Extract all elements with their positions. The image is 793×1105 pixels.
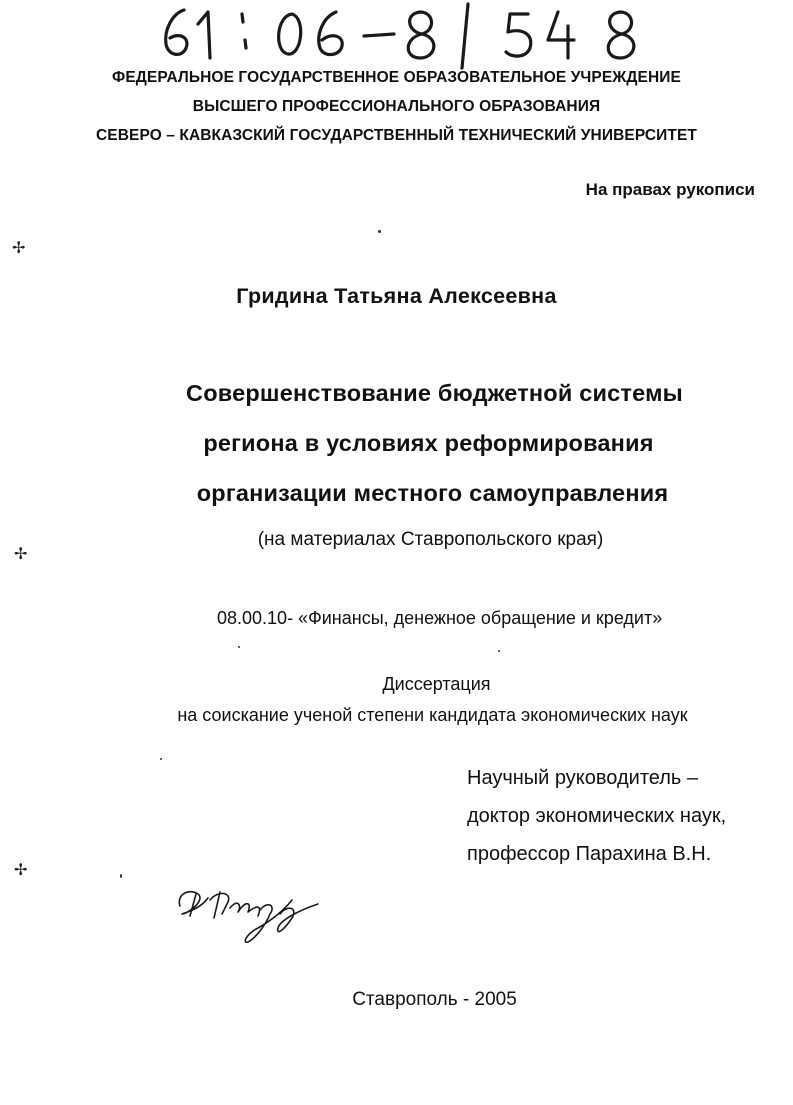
margin-mark: ✢ bbox=[12, 238, 26, 257]
supervisor-line-1: Научный руководитель – bbox=[467, 767, 698, 789]
scan-speck bbox=[160, 758, 162, 760]
margin-mark: ✢ bbox=[14, 860, 28, 879]
handwritten-archive-number bbox=[150, 0, 650, 70]
title-subtitle: (на материалах Ставропольского края) bbox=[257, 529, 604, 550]
work-type-line-2: на соискание ученой степени кандидата экономических наук bbox=[177, 705, 688, 725]
institution-line-2: ВЫСШЕГО ПРОФЕССИОНАЛЬНОГО ОБРАЗОВАНИЯ bbox=[192, 98, 601, 115]
manuscript-note: На правах рукописи bbox=[585, 180, 755, 199]
scan-speck bbox=[120, 874, 122, 878]
title-line-2: региона в условиях реформирования bbox=[203, 430, 654, 456]
specialty-code: 08.00.10- «Финансы, денежное обращение и кредит» bbox=[217, 608, 663, 628]
supervisor-line-3: профессор Парахина В.Н. bbox=[467, 843, 712, 865]
title-line-1: Совершенствование бюджетной системы bbox=[186, 380, 683, 406]
author-name: Гридина Татьяна Алексеевна bbox=[236, 284, 557, 308]
scan-speck bbox=[378, 230, 381, 233]
scan-speck bbox=[238, 646, 240, 648]
handwritten-signature bbox=[168, 880, 328, 950]
title-line-3: организации местного самоуправления bbox=[196, 480, 669, 506]
scan-speck bbox=[498, 650, 500, 652]
place-year: Ставрополь - 2005 bbox=[352, 989, 517, 1010]
institution-line-1: ФЕДЕРАЛЬНОЕ ГОСУДАРСТВЕННОЕ ОБРАЗОВАТЕЛЬНОЕ УЧРЕЖДЕНИЕ bbox=[112, 69, 681, 86]
work-type-line-1: Диссертация bbox=[382, 674, 491, 694]
institution-line-3: СЕВЕРО – КАВКАЗСКИЙ ГОСУДАРСТВЕННЫЙ ТЕХНИЧЕСКИЙ УНИВЕРСИТЕТ bbox=[96, 127, 697, 144]
supervisor-line-2: доктор экономических наук, bbox=[467, 805, 727, 827]
margin-mark: ✢ bbox=[14, 544, 28, 563]
